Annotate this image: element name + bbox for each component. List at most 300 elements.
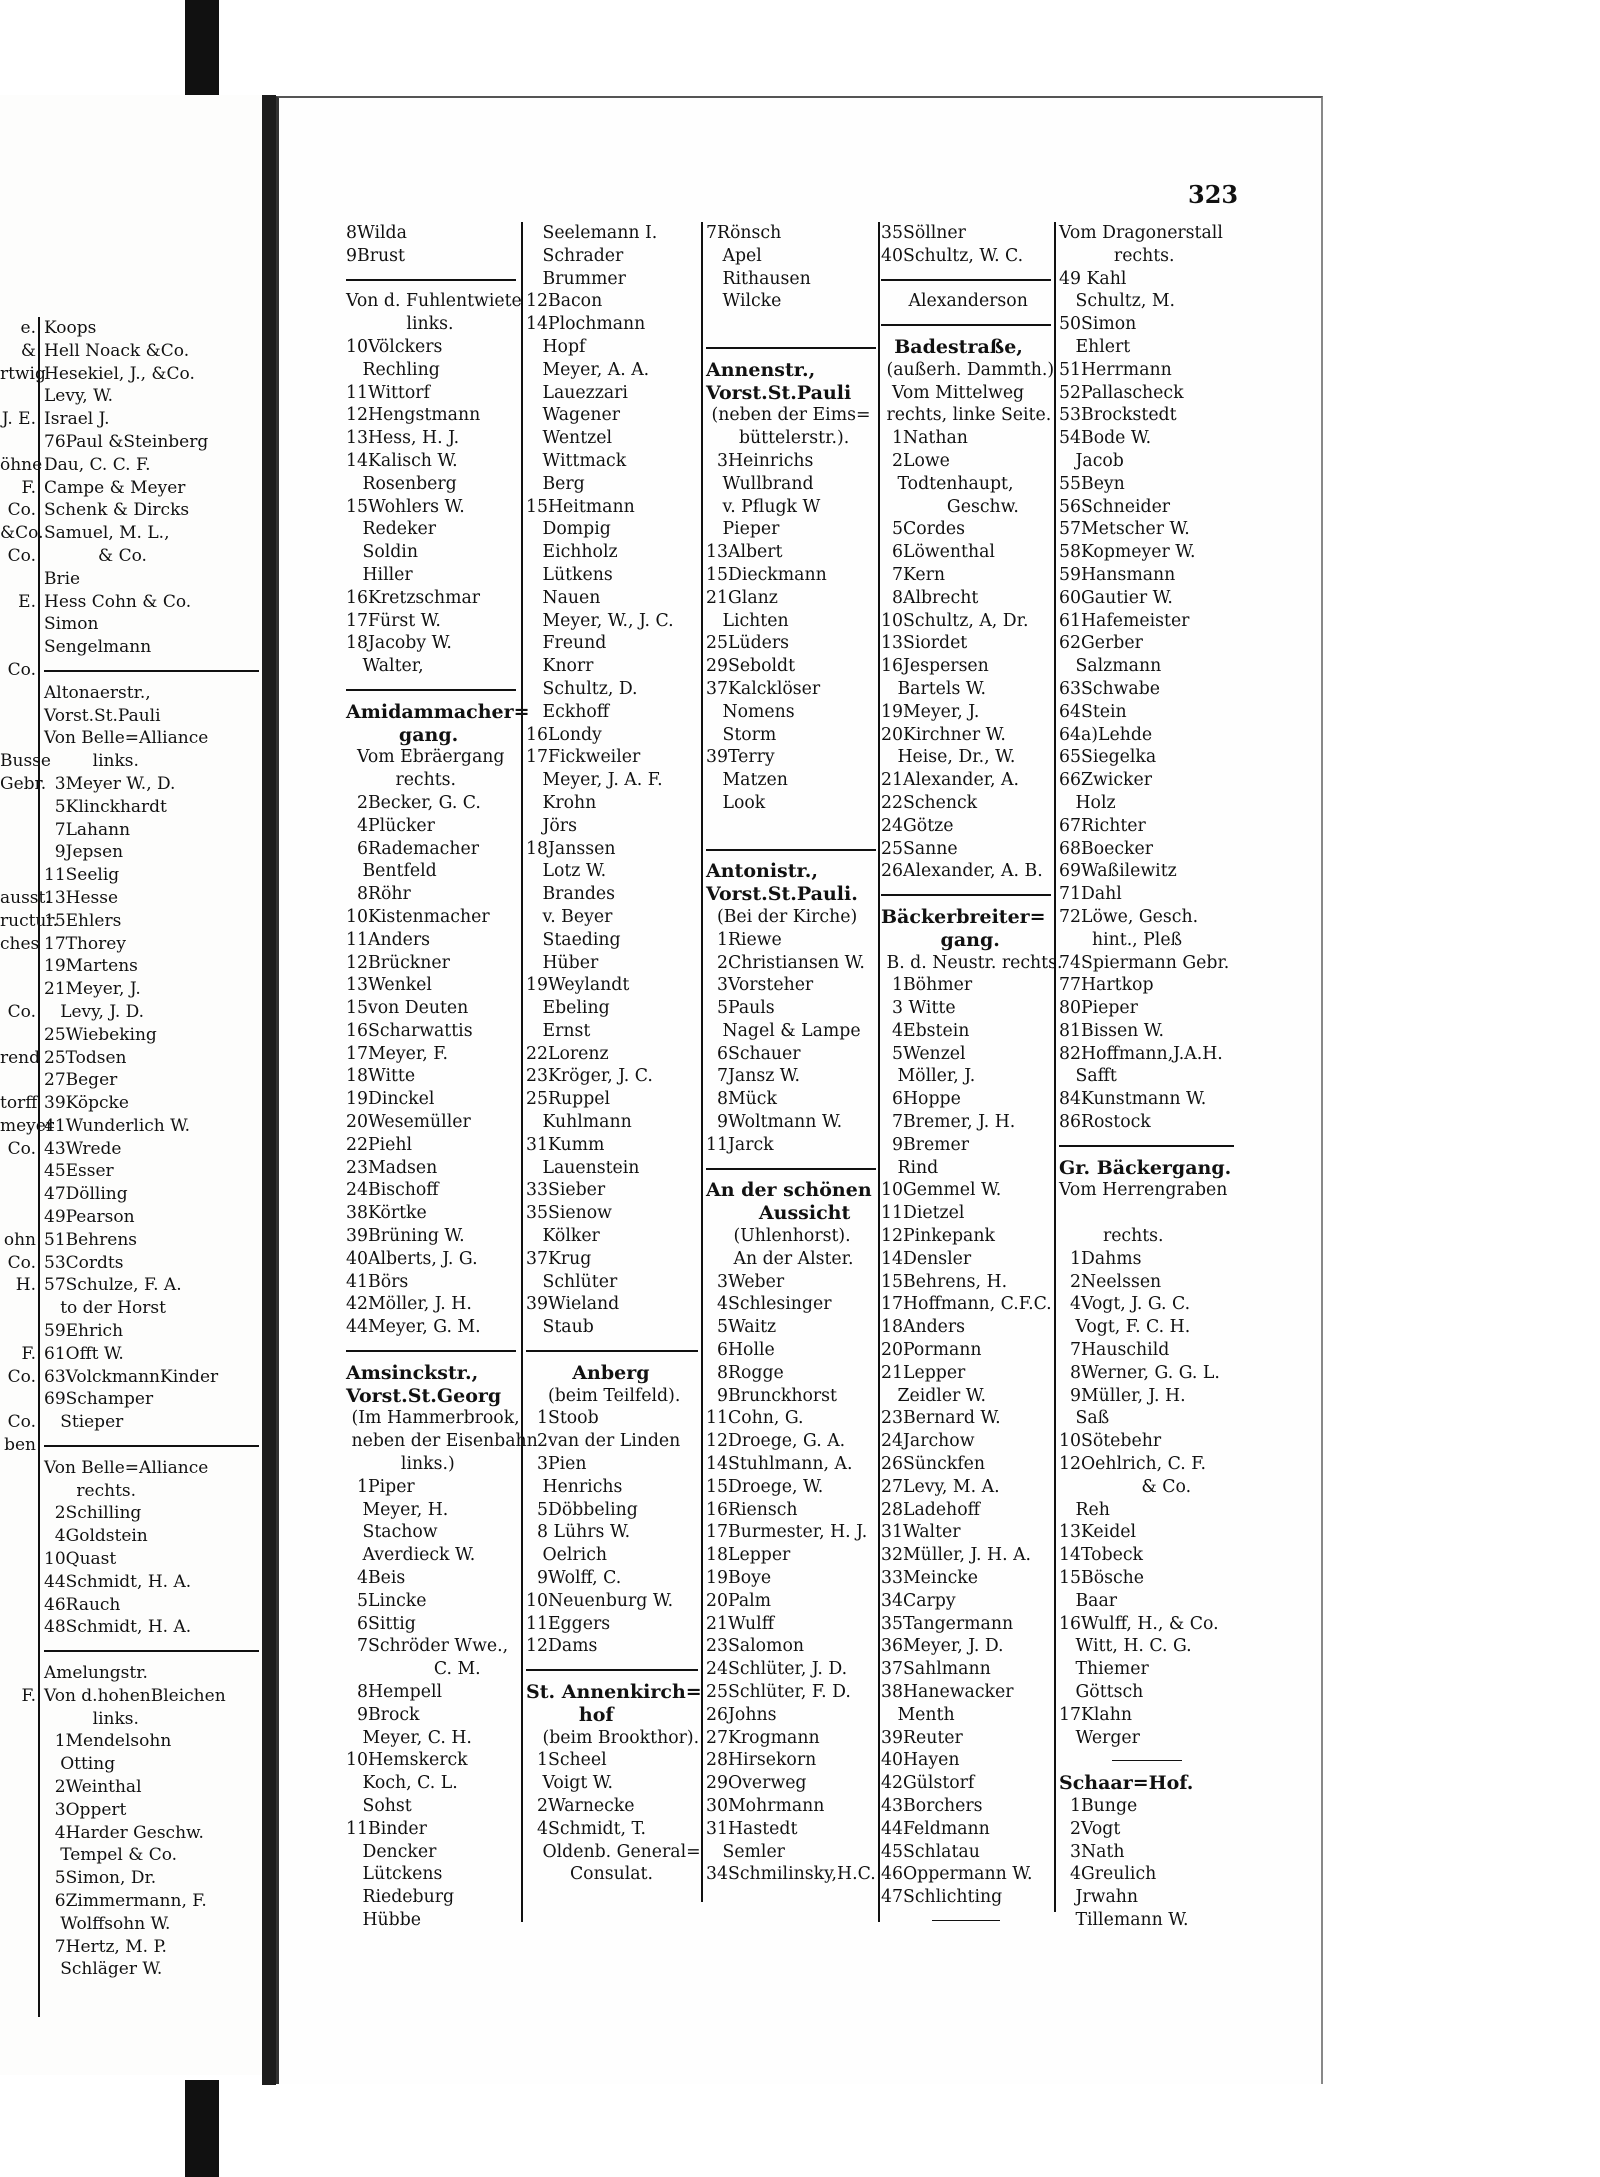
- directory-entry: 12Bacon: [526, 291, 603, 312]
- edge-fragment: ches: [0, 933, 40, 954]
- directory-entry: Rind: [881, 1157, 939, 1178]
- directory-entry: 8Röhr: [346, 884, 411, 905]
- section-divider: [44, 1434, 259, 1457]
- directory-entry: 46Rauch: [44, 1594, 121, 1615]
- directory-entry: 12Oehlrich, C. F.: [1059, 1454, 1207, 1475]
- directory-entry: Staeding: [526, 929, 621, 950]
- edge-fragment: [0, 1639, 36, 1662]
- directory-entry: Lotz W.: [526, 861, 607, 882]
- street-heading: Aussicht: [706, 1202, 851, 1225]
- directory-entry: 4Beis: [346, 1568, 406, 1589]
- directory-entry: Hesekiel, J., &Co.: [44, 363, 195, 384]
- directory-entry: 5Klinckhardt: [44, 796, 167, 817]
- directory-entry: 12Dams: [526, 1636, 598, 1657]
- column-rule-4: [1054, 222, 1056, 1912]
- directory-entry: Meyer, A. A.: [526, 359, 650, 380]
- section-divider: [881, 883, 1051, 906]
- directory-entry: 8Werner, G. G. L.: [1059, 1362, 1220, 1383]
- directory-entry: links.: [44, 1708, 139, 1729]
- directory-entry: 13Hesse: [44, 887, 119, 908]
- directory-entry: Hüber: [526, 952, 599, 973]
- directory-entry: 4Vogt, J. G. C.: [1059, 1294, 1191, 1315]
- directory-entry: 15Dieckmann: [706, 564, 827, 585]
- directory-entry: 2Warnecke: [526, 1795, 635, 1816]
- directory-entry: Tillemann W.: [1059, 1909, 1189, 1930]
- directory-entry: Wullbrand: [706, 473, 814, 494]
- edge-fragment: [0, 1069, 36, 1092]
- directory-entry: 9Bremer: [881, 1134, 970, 1155]
- directory-entry: 8Albrecht: [881, 587, 979, 608]
- directory-entry: 77Hartkop: [1059, 975, 1154, 996]
- directory-entry: Vorst.St.Pauli: [44, 705, 161, 726]
- directory-entry: Bentfeld: [346, 861, 437, 882]
- directory-entry: 48Schmidt, H. A.: [44, 1617, 192, 1638]
- directory-entry: Brandes: [526, 884, 616, 905]
- directory-entry: 60Gautier W.: [1059, 587, 1173, 608]
- directory-entry: 35Tangermann: [881, 1613, 1014, 1634]
- directory-entry: Look: [706, 792, 766, 813]
- directory-entry: 7Hauschild: [1059, 1340, 1170, 1361]
- street-heading: Vorst.St.Pauli.: [706, 883, 858, 906]
- directory-entry: 72Löwe, Gesch.: [1059, 906, 1199, 927]
- directory-entry: Samuel, M. L.,: [44, 523, 170, 544]
- directory-entry: Jrwahn: [1059, 1887, 1139, 1908]
- directory-entry: Wittmack: [526, 450, 627, 471]
- directory-entry: Reh: [1059, 1499, 1110, 1520]
- directory-entry: 86Rostock: [1059, 1112, 1151, 1133]
- directory-entry: 40Schultz, W. C.: [881, 245, 1024, 266]
- directory-entry: Göttsch: [1059, 1682, 1144, 1702]
- directory-entry: (Uhlenhorst).: [706, 1226, 851, 1247]
- directory-entry: (beim Brookthor).: [526, 1727, 700, 1748]
- directory-entry: 5Wenzel: [881, 1043, 966, 1064]
- edge-fragment: e.: [20, 318, 36, 338]
- directory-entry: 7Bremer, J. H.: [881, 1112, 1016, 1133]
- directory-entry: 33Meincke: [881, 1568, 978, 1589]
- edge-fragment: [0, 819, 36, 842]
- edge-fragment: Co.: [7, 1138, 36, 1159]
- directory-entry: 18Janssen: [526, 838, 616, 859]
- directory-entry: links.: [346, 314, 454, 335]
- directory-entry: Vom Mittelweg: [881, 382, 1025, 403]
- left-page-edge-fragments: [0, 317, 59, 2004]
- directory-entry: 31Hastedt: [706, 1818, 798, 1839]
- directory-entry: 4Schlesinger: [706, 1294, 832, 1315]
- directory-entry: 17Fürst W.: [346, 610, 441, 631]
- directory-entry: 2Vogt: [1059, 1818, 1121, 1839]
- directory-entry: Meyer, J. A. F.: [526, 770, 663, 791]
- directory-entry: 62Gerber: [1059, 633, 1143, 654]
- directory-entry: 16Jespersen: [881, 656, 989, 677]
- directory-entry: 21Lepper: [881, 1362, 966, 1383]
- edge-fragment: [0, 978, 36, 1001]
- directory-entry: Wolffsohn W.: [44, 1913, 171, 1934]
- directory-entry: Sengelmann: [44, 637, 152, 658]
- directory-entry: rechts.: [44, 1480, 137, 1501]
- directory-column-1: [346, 222, 538, 1932]
- street-heading: St. Annenkirch=: [526, 1681, 702, 1703]
- directory-entry: Heise, Dr., W.: [881, 747, 1016, 768]
- edge-fragment: [0, 682, 36, 705]
- directory-entry: (neben der Eims=: [706, 405, 871, 426]
- edge-fragment: [0, 1594, 36, 1617]
- directory-entry: rechts.: [1059, 1226, 1164, 1247]
- directory-entry: Stachow: [346, 1522, 438, 1543]
- directory-entry: Voigt W.: [526, 1773, 614, 1794]
- directory-entry: (Bei der Kirche): [706, 906, 858, 927]
- directory-entry: Semler: [706, 1841, 785, 1862]
- edge-fragment: [0, 864, 36, 887]
- directory-entry: Lütckens: [346, 1864, 443, 1885]
- edge-fragment: &Co.: [0, 523, 44, 544]
- directory-entry: 49 Kahl: [1059, 268, 1127, 289]
- edge-fragment: ausst.: [0, 887, 51, 908]
- directory-entry: hint., Pleß: [1059, 929, 1183, 950]
- directory-entry: Oelrich: [526, 1545, 607, 1566]
- directory-entry: Von d. Fuhlentwiete: [346, 291, 522, 312]
- directory-entry: 22Lorenz: [526, 1043, 609, 1064]
- directory-entry: 6Löwenthal: [881, 542, 995, 563]
- section-divider: [526, 1658, 698, 1681]
- directory-entry: 33Sieber: [526, 1180, 606, 1201]
- edge-fragment: [0, 1822, 36, 1845]
- directory-entry: 27Beger: [44, 1070, 118, 1091]
- directory-entry: Geschw.: [881, 496, 1019, 517]
- edge-fragment: F.: [21, 1685, 36, 1706]
- directory-entry: 7Schröder Wwe.,: [346, 1636, 509, 1657]
- directory-entry: 18Witte: [346, 1066, 416, 1087]
- directory-entry: (Im Hammerbrook,: [346, 1408, 520, 1429]
- directory-entry: Vom Dragonerstall: [1059, 223, 1223, 243]
- directory-entry: 10Hemskerck: [346, 1750, 468, 1771]
- directory-entry: 64a)Lehde: [1059, 724, 1153, 745]
- directory-entry: 9Wolff, C.: [526, 1568, 622, 1589]
- directory-entry: 1Bunge: [1059, 1795, 1138, 1816]
- directory-entry: 14Stuhlmann, A.: [706, 1454, 853, 1475]
- directory-entry: Rosenberg: [346, 473, 457, 494]
- directory-entry: 2Weinthal: [44, 1777, 142, 1797]
- directory-entry: Hess Cohn & Co.: [44, 591, 192, 612]
- edge-fragment: torff: [0, 1093, 38, 1114]
- directory-entry: 17Burmester, H. J.: [706, 1522, 868, 1543]
- directory-entry: 12Hengstmann: [346, 405, 481, 426]
- directory-entry: 11Dietzel: [881, 1203, 965, 1224]
- directory-entry: rechts.: [1059, 245, 1175, 266]
- directory-entry: An der Alster.: [706, 1248, 854, 1269]
- directory-entry: rechts.: [346, 770, 457, 791]
- directory-entry: 7Hertz, M. P.: [44, 1936, 167, 1957]
- directory-entry: 11Binder: [346, 1818, 427, 1839]
- directory-entry: Baar: [1059, 1590, 1118, 1611]
- directory-entry: Schultz, M.: [1059, 291, 1176, 312]
- directory-entry: 35Söllner: [881, 223, 966, 243]
- directory-entry: Walter,: [346, 656, 424, 677]
- edge-fragment: [0, 796, 36, 819]
- directory-entry: 8Hempell: [346, 1682, 443, 1702]
- directory-entry: 61Hafemeister: [1059, 610, 1190, 631]
- directory-entry: 41Wunderlich W.: [44, 1115, 191, 1136]
- directory-entry: 9Woltmann W.: [706, 1112, 843, 1133]
- directory-entry: Bartels W.: [881, 678, 987, 699]
- section-divider: [881, 313, 1051, 336]
- directory-entry: 25Ruppel: [526, 1089, 611, 1110]
- directory-entry: 15Bösche: [1059, 1568, 1144, 1589]
- directory-entry: Hiller: [346, 564, 413, 585]
- directory-entry: 56Schneider: [1059, 496, 1171, 517]
- directory-entry: Zeidler W.: [881, 1385, 987, 1406]
- directory-entry: 25Lüders: [706, 633, 790, 654]
- directory-entry: 2Schilling: [44, 1503, 142, 1524]
- directory-entry: 84Kunstmann W.: [1059, 1089, 1207, 1110]
- directory-entry: 4Plücker: [346, 815, 435, 836]
- directory-entry: 20Pormann: [881, 1340, 982, 1361]
- directory-entry: 31Walter: [881, 1522, 961, 1543]
- edge-fragment: [0, 568, 36, 591]
- directory-entry: 69Schamper: [44, 1389, 154, 1410]
- directory-entry: 1Mendelsohn: [44, 1731, 172, 1752]
- directory-entry: Freund: [526, 633, 607, 654]
- directory-entry: Rithausen: [706, 268, 811, 289]
- directory-entry: [706, 313, 876, 336]
- directory-entry: 9Brock: [346, 1704, 420, 1725]
- directory-entry: 16Londy: [526, 724, 602, 745]
- directory-entry: 3Nath: [1059, 1841, 1125, 1862]
- directory-entry: Wentzel: [526, 428, 612, 449]
- directory-entry: 12Brückner: [346, 952, 450, 973]
- directory-entry: Salzmann: [1059, 656, 1162, 677]
- directory-entry: Levy, W.: [44, 386, 114, 407]
- directory-entry: 9Jepsen: [44, 842, 124, 863]
- directory-entry: C. M.: [346, 1659, 481, 1680]
- directory-entry: Sohst: [346, 1795, 412, 1816]
- directory-entry: 23Salomon: [706, 1636, 804, 1657]
- edge-fragment: [0, 1548, 36, 1571]
- section-divider: [346, 268, 516, 291]
- directory-entry: 44Meyer, G. M.: [346, 1317, 481, 1338]
- edge-fragment: [0, 1958, 36, 1981]
- directory-entry: 69Waßilewitz: [1059, 861, 1177, 882]
- directory-entry: 4Greulich: [1059, 1864, 1157, 1885]
- directory-entry: 3Heinrichs: [706, 450, 814, 471]
- directory-entry: 34Carpy: [881, 1590, 956, 1611]
- directory-entry: 66Zwicker: [1059, 770, 1152, 791]
- directory-entry: 45Esser: [44, 1161, 114, 1182]
- street-heading: Gr. Bäckergang.: [1059, 1156, 1232, 1179]
- directory-entry: 58Kopmeyer W.: [1059, 542, 1196, 563]
- edge-fragment: ben: [4, 1435, 36, 1456]
- directory-entry: Soldin: [346, 542, 418, 563]
- directory-entry: Witt, H. C. G.: [1059, 1636, 1192, 1657]
- directory-entry: 14Densler: [881, 1248, 972, 1269]
- directory-entry: 49Pearson: [44, 1207, 135, 1228]
- directory-entry: Simon: [44, 614, 99, 635]
- directory-entry: Hübbe: [346, 1909, 422, 1930]
- directory-entry: 4Ebstein: [881, 1020, 970, 1041]
- directory-entry: Eichholz: [526, 542, 618, 563]
- directory-entry: Meyer, C. H.: [346, 1727, 472, 1748]
- directory-entry: Lauezzari: [526, 382, 628, 403]
- directory-entry: 22Piehl: [346, 1134, 413, 1155]
- directory-entry: Consulat.: [526, 1864, 653, 1885]
- directory-entry: Alexanderson: [881, 291, 1028, 312]
- directory-entry: 20Wesemüller: [346, 1112, 471, 1133]
- directory-entry: 10Gemmel W.: [881, 1180, 1002, 1201]
- directory-entry: links.: [44, 751, 139, 772]
- directory-entry: 15von Deuten: [346, 998, 469, 1019]
- edge-fragment: F.: [21, 1343, 36, 1364]
- directory-entry: 38Körtke: [346, 1203, 427, 1224]
- directory-entry: 23Madsen: [346, 1157, 438, 1178]
- directory-entry: 2Lowe: [881, 450, 950, 471]
- directory-entry: 18Lepper: [706, 1545, 791, 1566]
- directory-entry: Vom Ebräergang: [346, 747, 505, 768]
- directory-entry: 2Christiansen W.: [706, 952, 865, 973]
- directory-entry: 11Wittorf: [346, 382, 430, 403]
- directory-entry: 10Neuenburg W.: [526, 1590, 674, 1611]
- directory-entry: Krohn: [526, 792, 597, 813]
- left-page: [0, 95, 264, 2075]
- directory-entry: Tempel & Co.: [44, 1845, 178, 1866]
- directory-entry: 15Droege, W.: [706, 1476, 824, 1497]
- directory-entry: v. Beyer: [526, 906, 613, 927]
- directory-entry: Ehlert: [1059, 336, 1131, 357]
- directory-entry: 44Schmidt, H. A.: [44, 1571, 192, 1592]
- directory-entry: Altonaerstr.,: [44, 682, 151, 703]
- directory-entry: 23Kröger, J. C.: [526, 1066, 653, 1087]
- directory-entry: 53Cordts: [44, 1252, 124, 1273]
- directory-entry: Kuhlmann: [526, 1112, 632, 1133]
- directory-entry: Von d.hohenBleichen: [44, 1685, 226, 1706]
- directory-entry: Israel J.: [44, 409, 110, 430]
- directory-entry: 19Martens: [44, 956, 138, 977]
- section-divider: [706, 838, 876, 861]
- street-heading: hof: [526, 1703, 614, 1726]
- binding-strip-top: [185, 0, 219, 95]
- directory-entry: Stieper: [44, 1412, 124, 1433]
- directory-entry: Ernst: [526, 1020, 591, 1041]
- section-divider: [526, 1339, 698, 1362]
- directory-entry: Vom Herrengraben: [1059, 1180, 1228, 1201]
- edge-fragment: [0, 955, 36, 978]
- directory-entry: 51Behrens: [44, 1229, 137, 1250]
- directory-entry: Henrichs: [526, 1476, 623, 1497]
- edge-fragment: ohn: [3, 1229, 36, 1250]
- directory-entry: 55Beyn: [1059, 473, 1125, 494]
- edge-fragment: [0, 1776, 36, 1799]
- directory-entry: 22Schenck: [881, 792, 978, 813]
- directory-entry: 47Schlichting: [881, 1887, 1003, 1908]
- directory-entry: 28Ladehoff: [881, 1499, 980, 1520]
- edge-fragment: [0, 1297, 36, 1320]
- directory-entry: 4Schmidt, T.: [526, 1818, 647, 1839]
- directory-entry: 2Neelssen: [1059, 1271, 1162, 1292]
- directory-entry: 12Droege, G. A.: [706, 1431, 846, 1452]
- directory-entry: to der Horst: [44, 1298, 166, 1319]
- directory-entry: neben der Eisenbahn: [346, 1431, 538, 1452]
- directory-entry: 24Bischoff: [346, 1180, 439, 1201]
- directory-entry: Schlüter: [526, 1271, 618, 1292]
- section-divider: [44, 1639, 259, 1662]
- directory-entry: Schultz, D.: [526, 678, 638, 699]
- directory-entry: 8Wilda: [346, 223, 407, 243]
- directory-entry: 21Meyer, J.: [44, 979, 141, 1000]
- section-divider: [881, 1909, 1051, 1932]
- directory-entry: 13Hess, H. J.: [346, 428, 460, 449]
- column-rule-1: [521, 222, 523, 1922]
- directory-entry: 42Möller, J. H.: [346, 1294, 472, 1315]
- directory-entry: 10Sötebehr: [1059, 1431, 1162, 1452]
- directory-column-3: [706, 222, 876, 1886]
- directory-entry: 39Köpcke: [44, 1093, 129, 1114]
- directory-entry: Dompig: [526, 519, 611, 540]
- section-divider: [881, 268, 1051, 291]
- edge-fragment: [0, 1388, 36, 1411]
- directory-entry: Schläger W.: [44, 1959, 163, 1980]
- directory-entry: 7Jansz W.: [706, 1066, 801, 1087]
- directory-entry: Möller, J.: [881, 1066, 976, 1087]
- directory-entry: Matzen: [706, 770, 788, 791]
- directory-entry: Nauen: [526, 587, 601, 608]
- section-divider: [44, 659, 259, 682]
- edge-fragment: [0, 1708, 36, 1731]
- edge-fragment: [0, 1867, 36, 1890]
- edge-fragment: [0, 1662, 36, 1685]
- directory-entry: 24Jarchow: [881, 1431, 975, 1452]
- directory-entry: 46Oppermann W.: [881, 1864, 1033, 1885]
- directory-entry: 3 Witte: [881, 998, 956, 1019]
- section-divider: [346, 678, 516, 701]
- directory-entry: 43Borchers: [881, 1795, 983, 1816]
- directory-entry: 47Dölling: [44, 1184, 128, 1205]
- street-heading: Anberg: [526, 1361, 650, 1384]
- section-divider: [1059, 1134, 1234, 1157]
- street-heading: Bäckerbreiter=: [881, 905, 1046, 928]
- directory-entry: 17Fickweiler: [526, 747, 641, 768]
- directory-entry: 18Jacoby W.: [346, 633, 452, 654]
- directory-entry: Lichten: [706, 610, 789, 631]
- directory-entry: 19Dinckel: [346, 1089, 435, 1110]
- directory-entry: 6Hoppe: [881, 1089, 961, 1110]
- directory-entry: rechts, linke Seite.: [881, 405, 1052, 426]
- edge-fragment: H.: [15, 1275, 36, 1296]
- edge-fragment: [0, 1457, 36, 1480]
- edge-fragment: [0, 613, 36, 636]
- edge-fragment: [0, 1936, 36, 1959]
- directory-entry: Meyer, W., J. C.: [526, 610, 674, 631]
- directory-entry: Berg: [526, 473, 585, 494]
- directory-entry: 25Wiebeking: [44, 1024, 157, 1045]
- directory-entry: Dencker: [346, 1841, 437, 1862]
- directory-entry: 68Boecker: [1059, 838, 1153, 859]
- directory-entry: [706, 815, 876, 838]
- directory-entry: Safft: [1059, 1066, 1117, 1087]
- directory-entry: 17Klahn: [1059, 1704, 1132, 1725]
- edge-fragment: [0, 1981, 36, 2004]
- directory-entry: 19Meyer, J.: [881, 701, 980, 722]
- directory-entry: Werger: [1059, 1727, 1140, 1748]
- directory-entry: 25Todsen: [44, 1047, 127, 1068]
- directory-entry: Meyer, H.: [346, 1499, 449, 1520]
- edge-fragment: Busse: [0, 751, 51, 772]
- directory-entry: Brummer: [526, 268, 626, 289]
- directory-entry: 24Schlüter, J. D.: [706, 1659, 848, 1680]
- directory-entry: 6Rademacher: [346, 838, 479, 859]
- directory-entry: Wagener: [526, 405, 620, 426]
- directory-entry: 5Pauls: [706, 998, 775, 1019]
- directory-entry: 63Schwabe: [1059, 678, 1161, 699]
- directory-entry: Nomens: [706, 701, 795, 722]
- directory-entry: Staub: [526, 1317, 594, 1338]
